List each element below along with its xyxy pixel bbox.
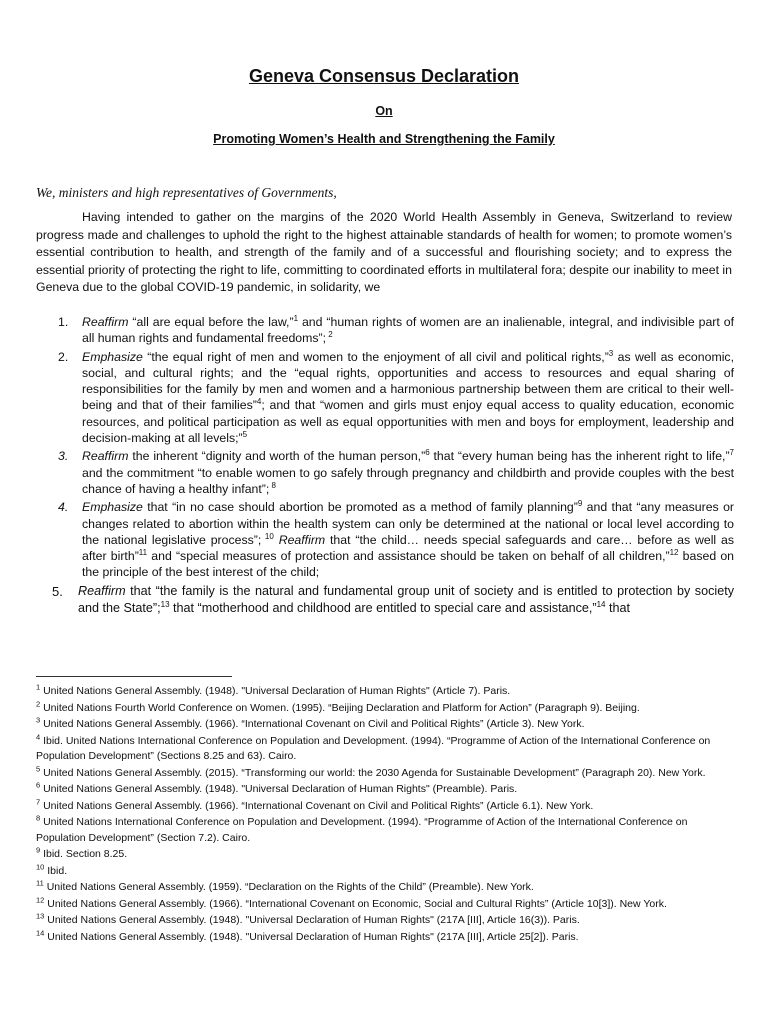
footnote-number: 14 — [36, 928, 45, 937]
list-item-text: Reaffirm — [78, 583, 126, 598]
numbered-list — [36, 314, 734, 620]
list-item — [36, 314, 734, 347]
footnote-text: United Nations General Assembly. (2015). “Transforming our world: the 2030 Agenda for Sustainable Development” (Paragraph 20). New York. — [40, 766, 706, 779]
footnote-ref: 8 — [269, 480, 276, 490]
footnote — [36, 701, 736, 717]
list-item-text: Reaffirm — [82, 315, 129, 329]
list-item-text: Emphasize — [82, 500, 143, 515]
footnote — [36, 799, 736, 815]
list-item — [36, 448, 734, 497]
list-item-text: based on the principle of the best interest of the child; — [82, 549, 735, 580]
footnote — [36, 880, 736, 896]
footnote-text: Ibid. — [44, 864, 68, 877]
list-item-text: and “human rights of women are an inalienable, integral, and indivisible part of all human rights and fundamental freedoms”; — [82, 315, 734, 346]
footnote — [36, 847, 736, 863]
list-item-text: and that “any measures or changes related to abortion within the health system can only be determined at the national or local level according to the national legislative process”; — [82, 500, 734, 547]
footnote-text: United Nations General Assembly. (1966). “International Covenant on Civil and Political Rights” (Article 3). New York. — [40, 718, 585, 730]
document-subtitle: Promoting Women’s Health and Strengthening the Family — [213, 132, 555, 146]
footnote — [36, 717, 736, 733]
footnote-number: 8 — [36, 813, 41, 823]
footnote-number: 10 — [36, 862, 45, 871]
list-item-number: 4. — [58, 500, 69, 515]
list-item-text: Reaffirm — [273, 532, 326, 547]
footnote-ref: 10 — [261, 531, 274, 541]
footnote-number: 12 — [36, 895, 45, 904]
list-item-text: “the equal right of men and women to the enjoyment of all civil and political rights,” — [142, 349, 609, 364]
footnote-ref: 5 — [242, 429, 248, 439]
list-item-text: that “every human being has the inherent right to life,” — [429, 449, 730, 464]
footnote-text: United Nations General Assembly. (1948). "Universal Declaration of Human Rights" (Preamble). Paris. — [40, 783, 518, 795]
footnote-ref: 6 — [425, 448, 430, 458]
footnote-number: 1 — [36, 682, 41, 692]
footnote-number: 13 — [36, 911, 45, 921]
footnote-number: 7 — [36, 797, 41, 806]
footnote-ref: 11 — [138, 548, 148, 558]
footnote — [36, 782, 736, 798]
footnote — [36, 897, 736, 913]
footnotes-list — [36, 684, 736, 946]
footnote-text: United Nations General Assembly. (1966). “International Covenant on Economic, Social and Cultural Rights” (Article 10[3]). New York. — [44, 897, 667, 910]
footnote-ref: 12 — [669, 548, 679, 558]
document-on-label: On — [375, 104, 393, 118]
footnote-number: 3 — [36, 715, 41, 725]
footnote-text: United Nations General Assembly. (1948). "Universal Declaration of Human Rights" (217A [III], Article 16(3)). Paris. — [44, 914, 580, 926]
list-item-text: that “motherhood and childhood are entitled to special care and assistance,” — [169, 601, 597, 616]
list-item — [36, 349, 734, 447]
footnote-ref: 14 — [596, 600, 606, 610]
footnote-number: 5 — [36, 764, 41, 773]
footnote — [36, 930, 736, 946]
footnote-number: 4 — [36, 732, 41, 741]
footnote-number: 9 — [36, 845, 41, 855]
footnote-ref: 2 — [326, 330, 333, 340]
intro-line: We, ministers and high representatives of Governments, — [36, 185, 337, 200]
footnote — [36, 734, 736, 765]
footnote — [36, 864, 736, 880]
list-item-text: “all are equal before the law,” — [128, 315, 294, 329]
footnote-text: United Nations International Conference on Population and Development. (1994). “Programme of Action of the International Conference on Population Development” (Section 7.2). Cairo. — [36, 816, 688, 844]
footnote-number: 11 — [36, 878, 44, 888]
footnote-ref: 1 — [293, 313, 299, 323]
list-item — [36, 499, 734, 580]
list-item-text: that — [605, 601, 631, 616]
footnote-ref: 7 — [729, 448, 734, 458]
footnote-ref: 3 — [608, 348, 614, 358]
list-item-text: ; and that “women and girls must enjoy equal access to quality education, economic resources, and political participation as well as equal opportunities with men and boys for employment, leadership and decision-making at all levels;” — [82, 398, 734, 446]
list-item-text: that “the child… needs special safeguards and care… before as well as after birth” — [82, 532, 734, 564]
footnote-text: United Nations General Assembly. (1948). "Universal Declaration of Human Rights" (217A [III], Article 25[2]). Paris. — [44, 930, 579, 943]
list-item-text: and “special measures of protection and assistance should be taken on behalf of all children,” — [147, 549, 670, 564]
footnote-text: Ibid. United Nations International Conference on Population and Development. (1994). “Programme of Action of the International Conference on Population Development” (Sections 8.25 and 63). Cairo. — [36, 734, 711, 762]
footnote — [36, 913, 736, 929]
footnote-text: United Nations Fourth World Conference on Women. (1995). “Beijing Declaration and Platform for Action” (Paragraph 9). Beijing. — [40, 701, 640, 714]
footnote-number: 2 — [36, 699, 41, 708]
footnote-text: United Nations General Assembly. (1959). “Declaration on the Rights of the Child” (Preamble). New York. — [43, 881, 534, 893]
footnote-text: Ibid. Section 8.25. — [40, 848, 128, 860]
footnote — [36, 684, 736, 700]
list-item-text: that “the family is the natural and fundamental group unit of society and is entitled to protection by society and the State”; — [78, 583, 734, 616]
footnote-ref: 9 — [577, 499, 583, 509]
footnote-ref: 13 — [160, 600, 170, 610]
body-paragraph: Having intended to gather on the margins of the 2020 World Health Assembly in Geneva, Switzerland to review progress made and challenges to uphold the right to the highest attainable standards of health for women; to promote women’s essential contribution to health, and strength of the family and of a successful and flourishing society; and to express the essential priority of protecting the right to life, committing to coordinated efforts in multilateral fora; despite our inability to meet in Geneva due to the global COVID-19 pandemic, in solidarity, we — [36, 210, 732, 294]
list-item-number: 1. — [58, 315, 69, 329]
list-item-number: 3. — [58, 449, 69, 464]
list-item-text: and the commitment “to enable women to go safely through pregnancy and childbirth and provide couples with the best chance of having a healthy infant”; — [82, 465, 734, 496]
footnote — [36, 815, 736, 846]
list-item-text: Emphasize — [82, 349, 143, 364]
footnote-number: 6 — [36, 780, 41, 790]
list-item-text: Reaffirm — [82, 449, 129, 464]
footnote-divider — [36, 676, 232, 677]
list-item-text: the inherent “dignity and worth of the human person,” — [128, 449, 426, 464]
footnote-text: United Nations General Assembly. (1966). “International Covenant on Civil and Political Rights” (Article 6.1). New York. — [40, 799, 594, 812]
footnote-ref: 4 — [256, 397, 262, 407]
list-item-number: 5. — [52, 583, 63, 599]
footnote — [36, 766, 736, 782]
list-item — [36, 583, 734, 618]
list-item-number: 2. — [58, 349, 69, 364]
list-item-text: as well as economic, social, and cultural rights; and the “equal rights, opportunities and access to resources and equal sharing of responsibilities for the family by men and women and a harmonious partnership between them are critical to their well-being and that of their families” — [82, 349, 734, 413]
list-item-text: that “in no case should abortion be promoted as a method of family planning” — [142, 500, 578, 515]
footnote-text: United Nations General Assembly. (1948). "Universal Declaration of Human Rights" (Article 7). Paris. — [40, 685, 511, 697]
document-title: Geneva Consensus Declaration — [248, 66, 520, 86]
